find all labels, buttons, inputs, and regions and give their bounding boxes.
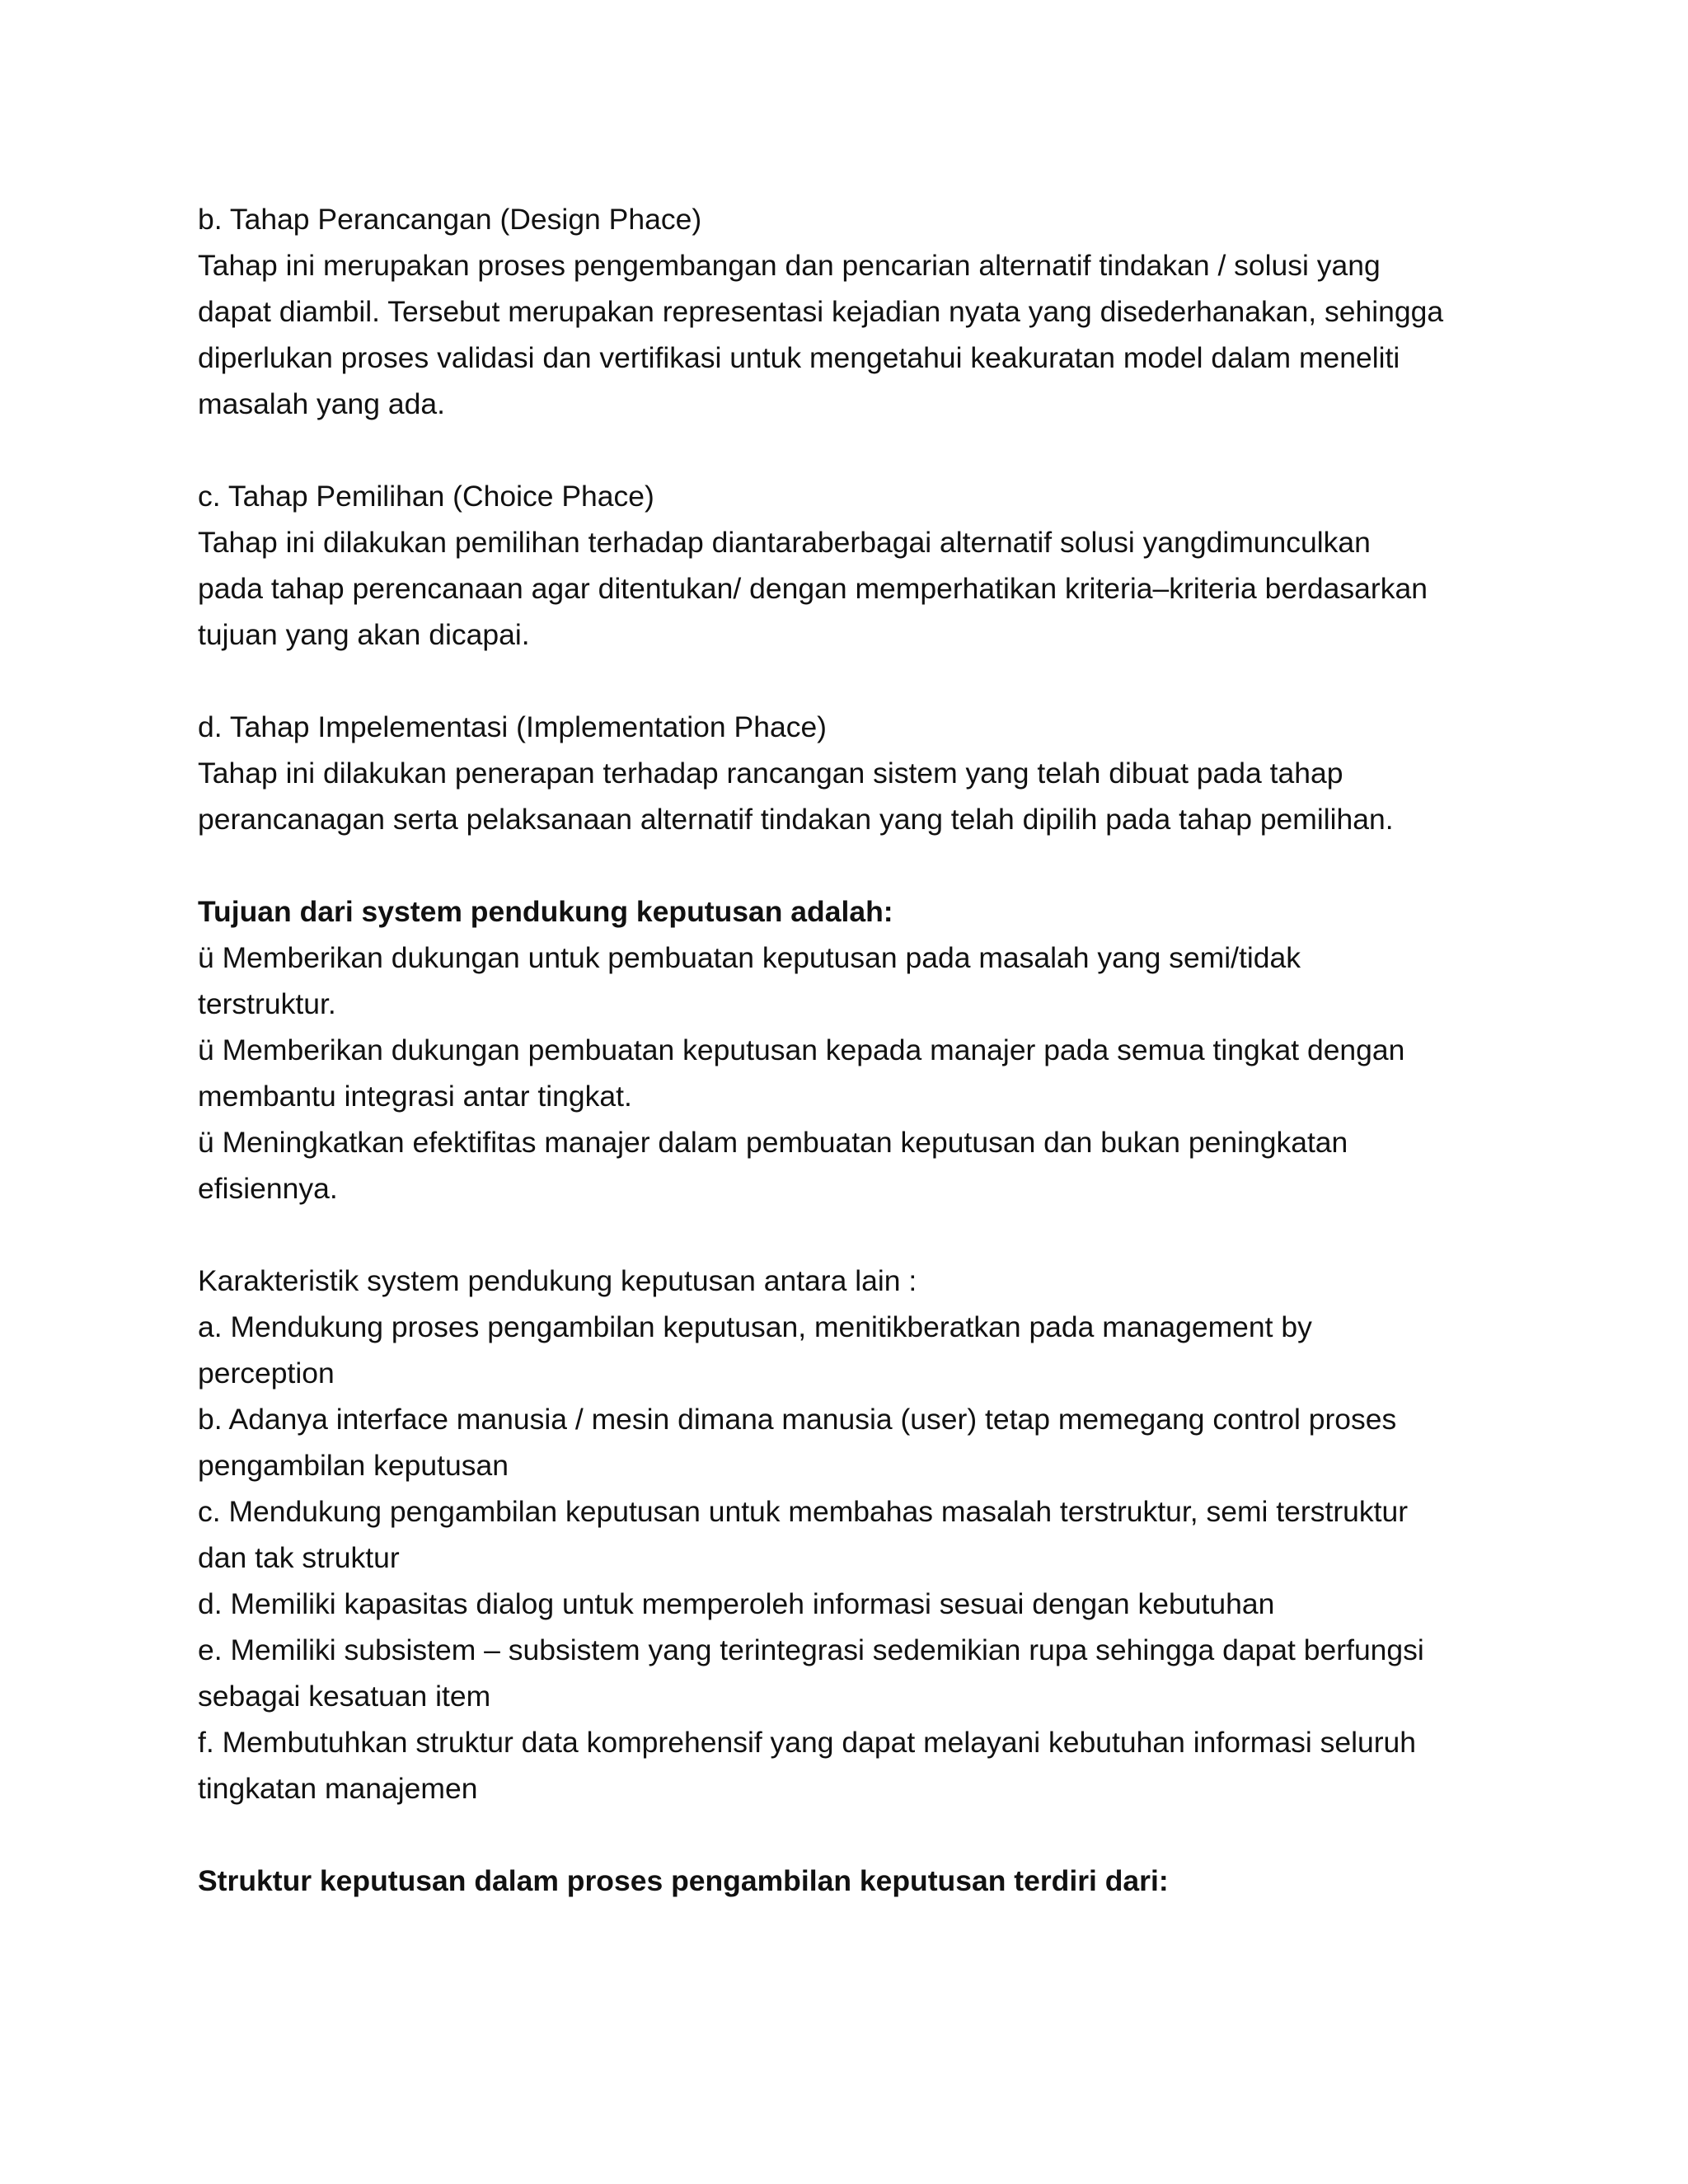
paragraph-spacer xyxy=(198,842,1517,888)
section-heading: Karakteristik system pendukung keputusan antara lain : xyxy=(198,1264,917,1297)
document-page xyxy=(198,196,1517,1904)
list-item-line: membantu integrasi antar tingkat. xyxy=(198,1080,632,1113)
section-heading: d. Tahap Impelementasi (Implementation Phace) xyxy=(198,710,828,743)
list-item-line: efisiennya. xyxy=(198,1172,338,1205)
list-item-line: terstruktur. xyxy=(198,987,336,1020)
list-item-line: e. Memiliki subsistem – subsistem yang terintegrasi sedemikian rupa sehingga dapat berfungsi xyxy=(198,1633,1424,1666)
section-heading: b. Tahap Perancangan (Design Phace) xyxy=(198,203,702,236)
section-heading-bold: Struktur keputusan dalam proses pengambilan keputusan terdiri dari: xyxy=(198,1864,1169,1897)
paragraph-spacer xyxy=(198,427,1517,473)
paragraph-line: pada tahap perencanaan agar ditentukan/ dengan memperhatikan kriteria–kriteria berdasarkan xyxy=(198,572,1428,605)
section-goals xyxy=(198,888,1517,1212)
paragraph-line: tujuan yang akan dicapai. xyxy=(198,618,530,651)
section-design-phase xyxy=(198,196,1517,427)
section-structure xyxy=(198,1858,1517,1904)
paragraph-spacer xyxy=(198,1811,1517,1858)
list-item-line: tingkatan manajemen xyxy=(198,1772,478,1805)
paragraph-line: Tahap ini dilakukan penerapan terhadap rancangan sistem yang telah dibuat pada tahap xyxy=(198,757,1343,790)
list-item-line: pengambilan keputusan xyxy=(198,1449,509,1482)
list-item-line: f. Membutuhkan struktur data komprehensif yang dapat melayani kebutuhan informasi seluruh xyxy=(198,1726,1417,1759)
section-heading-bold: Tujuan dari system pendukung keputusan adalah: xyxy=(198,895,893,928)
paragraph-spacer xyxy=(198,658,1517,704)
list-item-line: c. Mendukung pengambilan keputusan untuk membahas masalah terstruktur, semi terstruktur xyxy=(198,1495,1409,1528)
section-characteristics xyxy=(198,1258,1517,1811)
list-item-line: ü Memberikan dukungan pembuatan keputusan kepada manajer pada semua tingkat dengan xyxy=(198,1033,1405,1066)
list-item-line: ü Meningkatkan efektifitas manajer dalam pembuatan keputusan dan bukan peningkatan xyxy=(198,1126,1348,1159)
paragraph-line: dapat diambil. Tersebut merupakan representasi kejadian nyata yang disederhanakan, sehingga xyxy=(198,295,1444,328)
paragraph-spacer xyxy=(198,1212,1517,1258)
paragraph-line: perancanagan serta pelaksanaan alternatif tindakan yang telah dipilih pada tahap pemilihan. xyxy=(198,803,1394,836)
paragraph-line: masalah yang ada. xyxy=(198,387,445,420)
section-choice-phase xyxy=(198,473,1517,658)
section-heading: c. Tahap Pemilihan (Choice Phace) xyxy=(198,480,654,513)
section-implementation-phase xyxy=(198,704,1517,842)
list-item-line: perception xyxy=(198,1357,335,1390)
paragraph-line: Tahap ini merupakan proses pengembangan dan pencarian alternatif tindakan / solusi yang xyxy=(198,249,1381,282)
paragraph-line: Tahap ini dilakukan pemilihan terhadap diantaraberbagai alternatif solusi yangdimunculkan xyxy=(198,526,1371,559)
list-item-line: ü Memberikan dukungan untuk pembuatan keputusan pada masalah yang semi/tidak xyxy=(198,941,1301,974)
list-item-line: b. Adanya interface manusia / mesin dimana manusia (user) tetap memegang control proses xyxy=(198,1403,1397,1436)
list-item-line: a. Mendukung proses pengambilan keputusan, menitikberatkan pada management by xyxy=(198,1310,1312,1343)
paragraph-line: diperlukan proses validasi dan vertifikasi untuk mengetahui keakuratan model dalam meneliti xyxy=(198,341,1400,374)
list-item-line: d. Memiliki kapasitas dialog untuk memperoleh informasi sesuai dengan kebutuhan xyxy=(198,1587,1275,1620)
list-item-line: sebagai kesatuan item xyxy=(198,1680,491,1713)
list-item-line: dan tak struktur xyxy=(198,1541,400,1574)
